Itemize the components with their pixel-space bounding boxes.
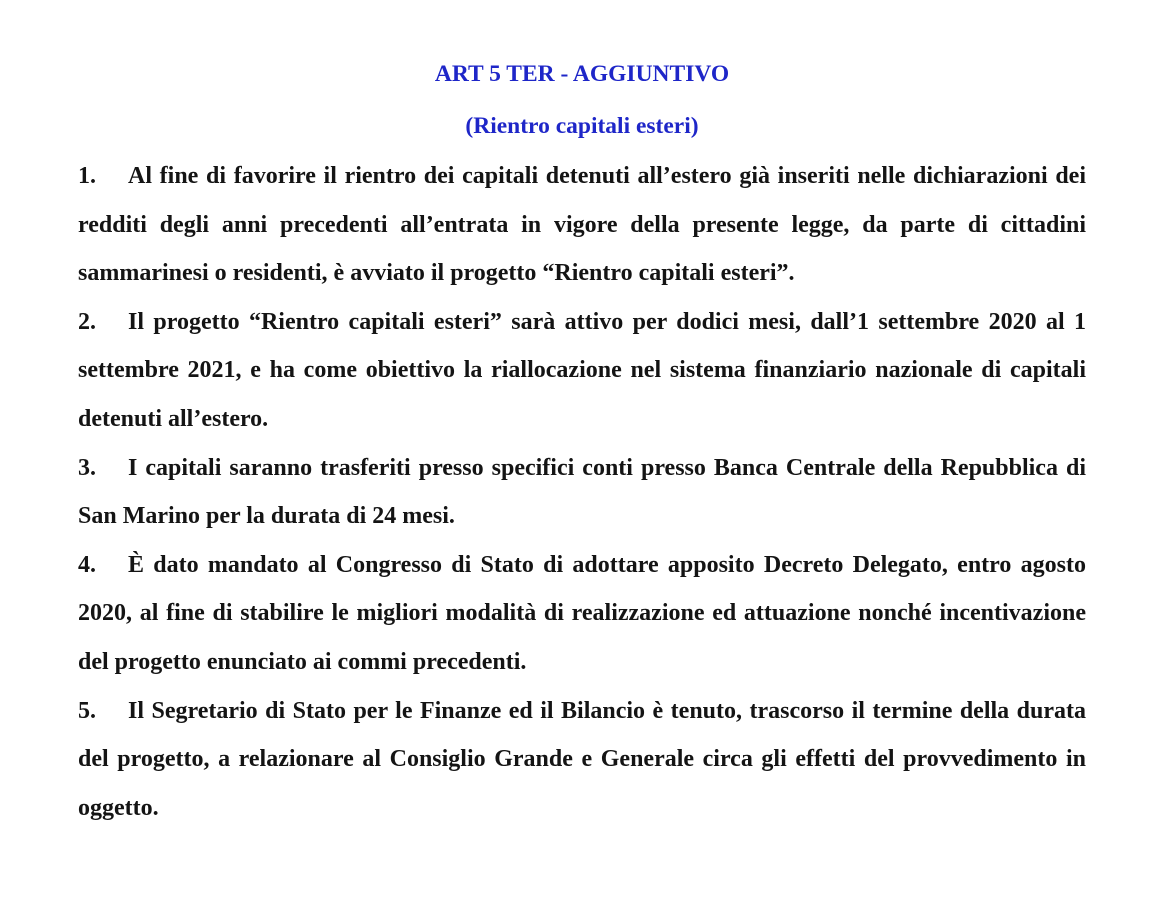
paragraph-text: Al fine di favorire il rientro dei capitali detenuti all’estero già inseriti nelle dichiarazioni dei redditi degli anni precedenti all’entrata in vigore della presente legge, da parte di cittadini sammarinesi o residenti, è avviato il progetto “Rientro capitali esteri”. xyxy=(78,163,1086,287)
paragraph-number: 4. xyxy=(78,551,96,578)
article-subtitle: (Rientro capitali esteri) xyxy=(465,113,699,139)
paragraph-5 xyxy=(78,687,1086,833)
document-page xyxy=(78,56,1086,832)
paragraph-number: 5. xyxy=(78,697,96,724)
article-title: ART 5 TER - AGGIUNTIVO xyxy=(434,61,730,87)
paragraph-number: 2. xyxy=(78,308,96,335)
paragraph-3 xyxy=(78,444,1086,541)
paragraph-number: 1. xyxy=(78,163,96,189)
paragraph-number: 3. xyxy=(78,454,96,481)
paragraph-text: Il Segretario di Stato per le Finanze ed il Bilancio è tenuto, trascorso il termine della durata del progetto, a relazionare al Consiglio Grande e Generale circa gli effetti del provvedimento in oggetto. xyxy=(78,697,1086,821)
paragraph-text: I capitali saranno trasferiti presso specifici conti presso Banca Centrale della Repubblica di San Marino per la durata di 24 mesi. xyxy=(78,454,1086,530)
paragraph-text: È dato mandato al Congresso di Stato di adottare apposito Decreto Delegato, entro agosto 2020, al fine di stabilire le migliori modalità di realizzazione ed attuazione nonché incentivazione del progetto enunciato ai commi precedenti. xyxy=(78,551,1086,675)
paragraph-2 xyxy=(78,298,1086,444)
paragraph-4 xyxy=(78,541,1086,687)
paragraph-text: Il progetto “Rientro capitali esteri” sarà attivo per dodici mesi, dall’1 settembre 2020 al 1 settembre 2021, e ha come obiettivo la riallocazione nel sistema finanziario nazionale di capitali detenuti all’estero. xyxy=(78,308,1086,432)
paragraph-1 xyxy=(78,152,1086,298)
